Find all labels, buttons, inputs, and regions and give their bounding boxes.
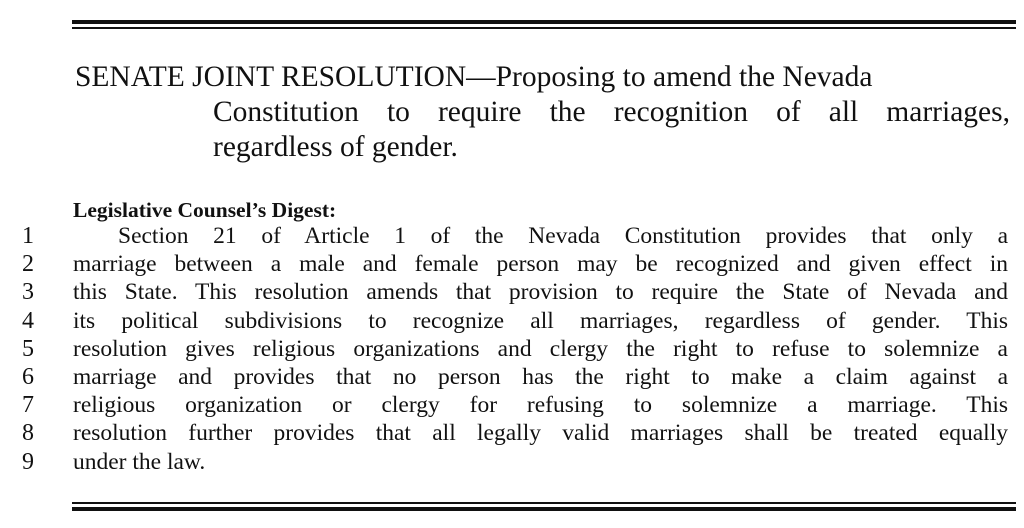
line-number: 4 <box>22 307 34 334</box>
digest-line <box>0 278 1024 306</box>
digest-line <box>0 419 1024 447</box>
digest-body <box>0 222 1024 476</box>
digest-line <box>0 391 1024 419</box>
digest-line-text: Section 21 of Article 1 of the Nevada Constitution provides that only a <box>118 223 1008 249</box>
digest-line <box>0 448 1024 476</box>
title-line-3: regardless of gender. <box>213 131 458 163</box>
top-rule-thick <box>72 20 1016 24</box>
line-number: 7 <box>22 392 34 419</box>
digest-line <box>0 307 1024 335</box>
digest-line <box>0 363 1024 391</box>
digest-line <box>0 250 1024 278</box>
line-number: 2 <box>22 251 34 278</box>
digest-line-text: this State. This resolution amends that provision to require the State of Nevada and <box>73 279 1008 306</box>
digest-line-text: its political subdivisions to recognize all marriages, regardless of gender. This <box>73 307 1008 334</box>
line-number: 1 <box>22 223 34 249</box>
top-double-rule <box>72 20 1016 29</box>
digest-line-text: resolution gives religious organizations and clergy the right to refuse to solemnize a <box>73 335 1008 362</box>
top-rule-thin <box>72 27 1016 29</box>
line-number: 3 <box>22 279 34 306</box>
title-line-2: Constitution to require the recognition of all marriages, <box>213 96 1010 128</box>
digest-line-text: resolution further provides that all legally valid marriages shall be treated equally <box>73 420 1008 447</box>
bottom-rule-thick <box>72 507 1016 511</box>
title-line-1: SENATE JOINT RESOLUTION—Proposing to amend the Nevada <box>75 61 873 93</box>
digest-line <box>0 335 1024 363</box>
digest-line-text: religious organization or clergy for refusing to solemnize a marriage. This <box>73 392 1008 419</box>
digest-heading: Legislative Counsel’s Digest: <box>73 198 337 222</box>
bottom-double-rule <box>72 502 1016 511</box>
line-number: 8 <box>22 420 34 447</box>
digest-line-text: under the law. <box>73 448 206 475</box>
digest-line-text: marriage between a male and female person may be recognized and given effect in <box>73 251 1008 278</box>
digest-line-text: marriage and provides that no person has the right to make a claim against a <box>73 363 1008 390</box>
digest-line <box>0 222 1024 250</box>
line-number: 5 <box>22 335 34 362</box>
bottom-rule-thin <box>72 502 1016 504</box>
line-number: 6 <box>22 363 34 390</box>
resolution-title <box>75 60 1010 165</box>
line-number: 9 <box>22 448 34 475</box>
